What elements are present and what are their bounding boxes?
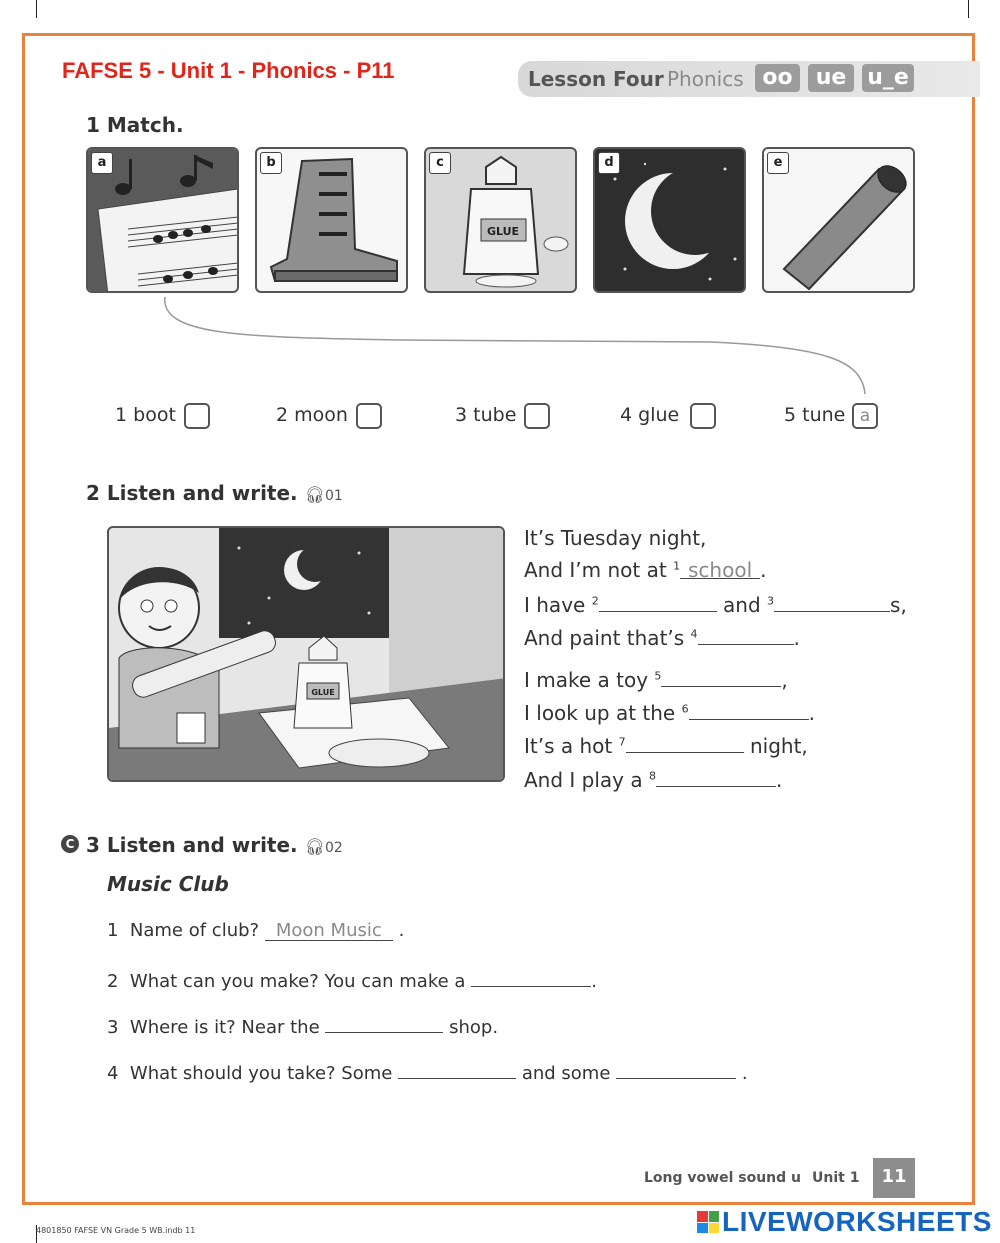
answer-7[interactable] [626,732,744,753]
challenge-badge: C [61,835,79,853]
answer-2[interactable] [599,591,717,612]
answer-3[interactable] [774,591,890,612]
word-2: 2 moon [276,404,348,426]
picture-label: a [91,152,113,174]
answer-4[interactable] [698,624,794,645]
lesson-label: Lesson Four [528,67,664,91]
word-1: 1 boot [115,404,176,426]
question-3: 3 Where is it? Near the shop. [107,1012,498,1038]
crop-mark [36,0,37,18]
answer-q4a[interactable] [398,1058,516,1079]
poem-line-2: And I’m not at $^1$ school . [524,558,767,582]
picture-d-moon [593,147,746,293]
liveworksheets-logo-icon [697,1211,719,1233]
answer-1[interactable]: school [680,558,760,579]
poem-line-8: And I play a $^8$ . [524,768,783,792]
ex3-title: Listen and write. [106,833,298,857]
crop-mark [968,0,969,18]
picture-label: b [260,152,282,174]
match-example-line [150,292,880,402]
page-number: 11 [873,1158,915,1198]
ex2-number: 2 [86,481,100,505]
ex1-number: 1 [86,113,100,137]
poem-line-4: And paint that’s $^4$ . [524,626,800,650]
answer-8[interactable] [656,766,776,787]
poem-line-7: It’s a hot $^7$ night, [524,734,808,758]
word-4: 4 glue [620,404,680,426]
picture-e-tube [762,147,915,293]
ex3-number: 3 [86,833,100,857]
picture-b-boot [255,147,408,293]
picture-label: e [767,152,789,174]
poem-line-1: It’s Tuesday night, [524,526,707,550]
answer-q3[interactable] [325,1012,443,1033]
answer-q1[interactable]: Moon Music [265,920,393,941]
worksheet-title: FAFSE 5 - Unit 1 - Phonics - P11 [62,58,395,83]
pattern-oo: oo [755,64,800,92]
glue-label: GLUE [486,225,520,238]
question-4: 4 What should you take? Some and some . [107,1058,748,1084]
ex1-title: Match. [106,113,184,137]
ex3-heading [86,833,343,857]
track-number: 02 [324,840,343,856]
answer-q2[interactable] [471,966,591,987]
answer-6[interactable] [689,699,809,720]
pattern-u-e: u_e [862,64,914,92]
picture-c-glue [424,147,577,293]
answer-box-5[interactable]: a [852,403,878,429]
word-5: 5 tune [784,404,846,426]
question-1: 1 Name of club? Moon Music . [107,920,405,941]
picture-label: c [429,152,451,174]
pattern-ue: ue [808,64,854,92]
boy-illustration [107,526,505,782]
boy-painting-icon [109,528,505,782]
footer-unit: Unit 1 [812,1170,860,1186]
answer-5[interactable] [661,666,781,687]
headphones-icon: 🎧︎ [304,837,325,856]
answer-q4b[interactable] [616,1058,736,1079]
poem-line-3: I have $^2$ and $^3$ s, [524,593,907,617]
glue-label: GLUE [311,688,335,697]
word-3: 3 tube [455,404,517,426]
ex1-heading [86,113,184,137]
picture-a-music [86,147,239,293]
answer-box-3[interactable] [524,403,550,429]
answer-box-1[interactable] [184,403,210,429]
poem-line-6: I look up at the $^6$ . [524,701,815,725]
poem-line-5: I make a toy $^5$ , [524,668,788,692]
headphones-icon: 🎧︎ [304,485,325,504]
answer-box-2[interactable] [356,403,382,429]
track-number: 01 [324,488,343,504]
ex2-heading [86,481,343,505]
ex2-title: Listen and write. [106,481,298,505]
picture-label: d [598,152,620,174]
music-club-subtitle: Music Club [107,872,229,896]
phonics-label: Phonics [667,67,744,91]
print-info: 4801850 FAFSE VN Grade 5 WB.indb 11 [36,1226,196,1235]
question-2: 2 What can you make? You can make a . [107,966,597,992]
answer-box-4[interactable] [690,403,716,429]
liveworksheets-brand[interactable]: LIVEWORKSHEETS [722,1206,992,1237]
footer-topic: Long vowel sound u [644,1170,801,1186]
